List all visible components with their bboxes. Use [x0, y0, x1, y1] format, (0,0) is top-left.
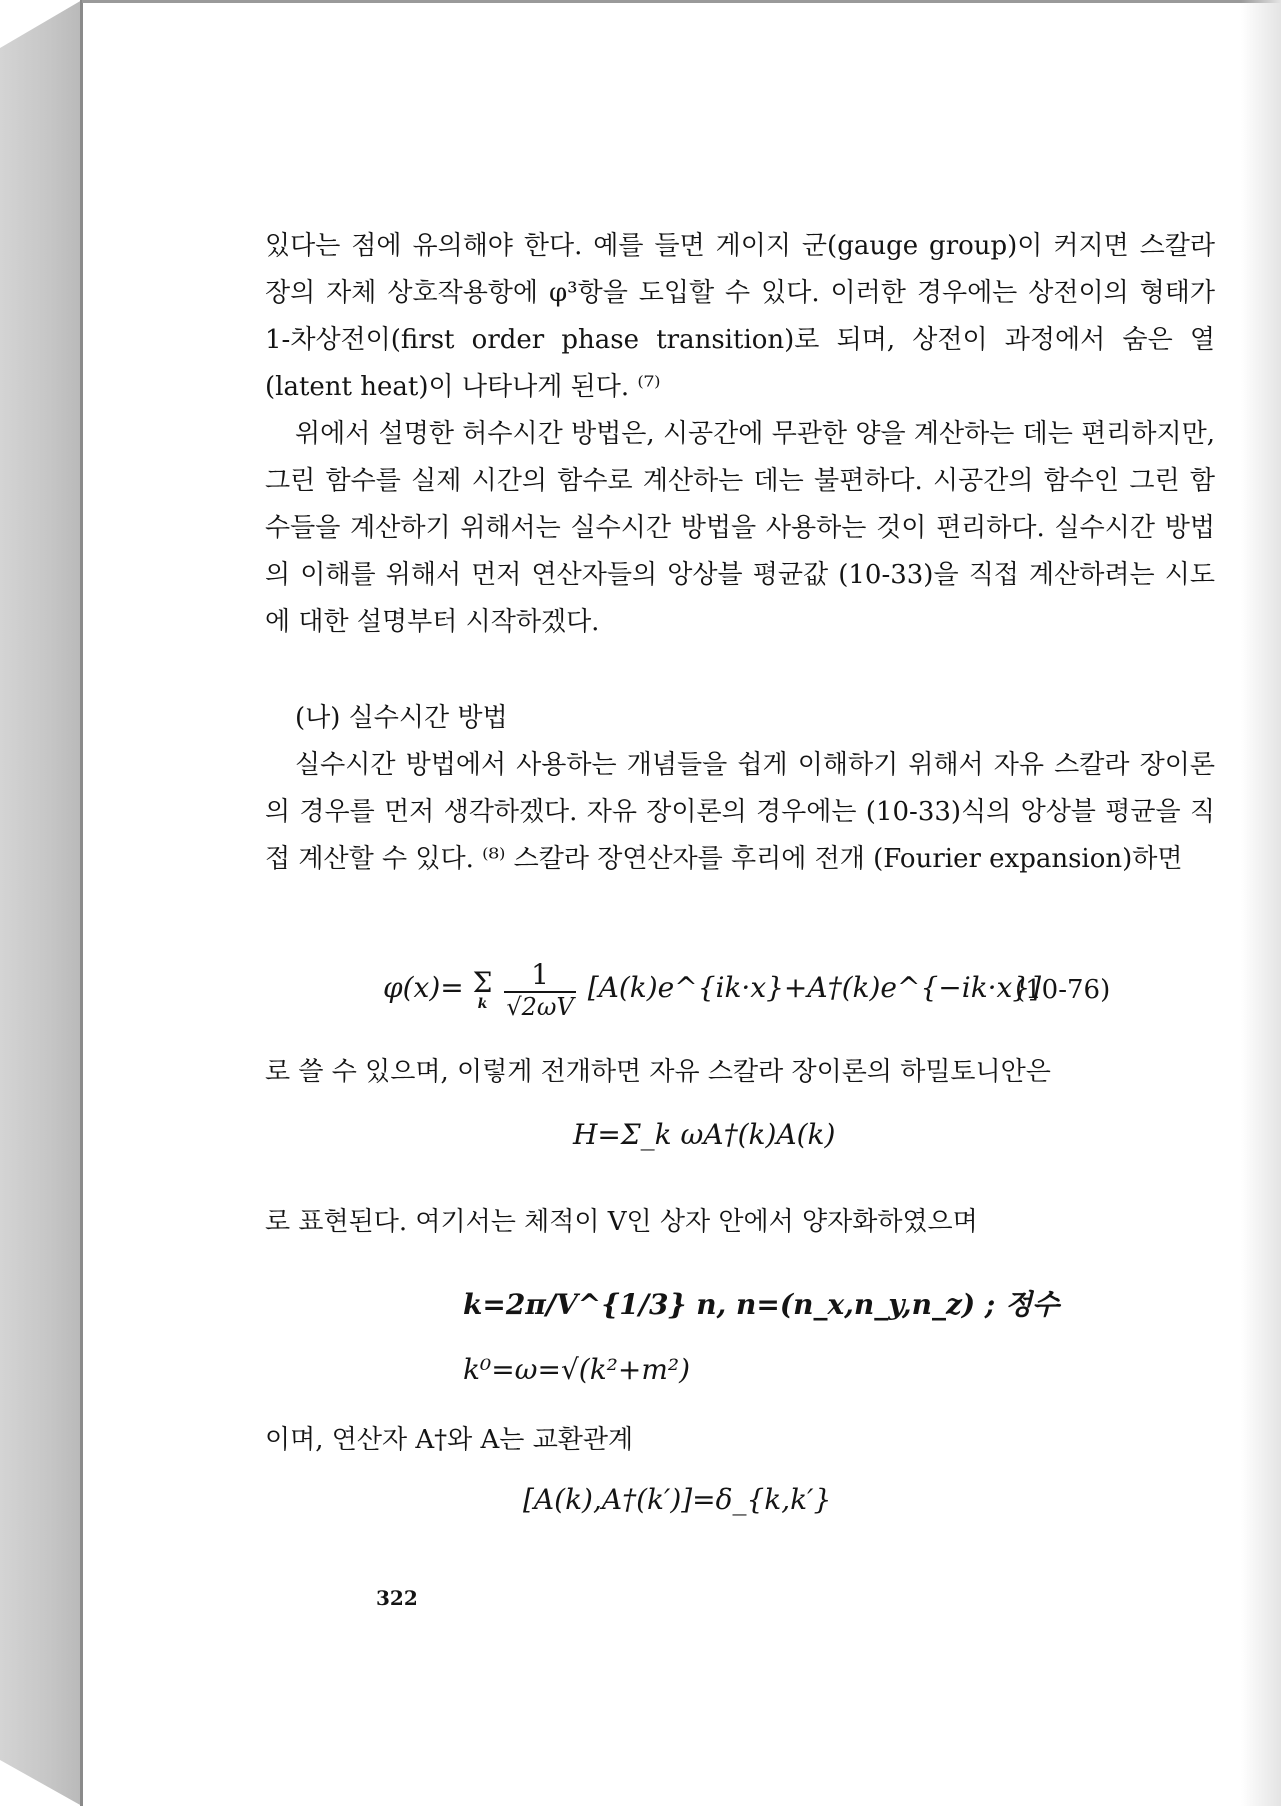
- equation-k0-definition: k⁰=ω=√(k²+m²): [463, 1353, 691, 1386]
- paragraph-3: 실수시간 방법에서 사용하는 개념들을 쉽게 이해하기 위해서 자유 스칼라 장이론의 경우를 먼저 생각하겠다. 자유 장이론의 경우에는 (10-33)식의 앙상블 평균을 직접 계산할 수 있다. ⁽⁸⁾ 스칼라 장연산자를 후리에 전개 (Fourier expansion)하면: [265, 750, 1215, 874]
- frac-denominator: √2ωV: [506, 993, 574, 1021]
- equation-commutator: [A(k),A†(k′)]=δ_{k,k′}: [523, 1483, 832, 1516]
- book-page: [83, 3, 1241, 1803]
- paragraph-2: 위에서 설명한 허수시간 방법은, 시공간에 무관한 양을 계산하는 데는 편리하지만, 그린 함수를 실제 시간의 함수로 계산하는 데는 불편하다. 시공간의 함수인 그린 함수들을 계산하기 위해서는 실수시간 방법을 사용하는 것이 편리하다. 실수시간 방법의 이해를 위해서 먼저 연산자들의 앙상블 평균값 (10-33)을 직접 계산하려는 시도에 대한 설명부터 시작하겠다.: [265, 419, 1215, 637]
- book-spine: [0, 0, 82, 1806]
- equation-k-definition: k=2π/V^{1/3} n, n=(n_x,n_y,n_z) ; 정수: [463, 1288, 1060, 1321]
- text-block-1: [265, 223, 1215, 646]
- sum-index: k: [477, 995, 488, 1012]
- equation-10-76: [383, 958, 1041, 1021]
- text-block-2: [265, 695, 1215, 883]
- paragraph-4: 로 쓸 수 있으며, 이렇게 전개하면 자유 스칼라 장이론의 하밀토니안은: [265, 1057, 1051, 1087]
- text-block-4: [265, 1199, 1215, 1246]
- paragraph-5: 로 표현된다. 여기서는 체적이 V인 상자 안에서 양자화하였으며: [265, 1207, 978, 1237]
- section-heading: (나) 실수시간 방법: [295, 703, 508, 733]
- frac-numerator: 1: [504, 958, 575, 993]
- fraction: [504, 958, 575, 1021]
- equation-hamiltonian: H=Σ_k ωA†(k)A(k): [573, 1118, 836, 1151]
- eq-lhs: φ(x)=: [383, 971, 464, 1004]
- paragraph-1: 있다는 점에 유의해야 한다. 예를 들면 게이지 군(gauge group)이 커지면 스칼라 장의 자체 상호작용항에 φ³항을 도입할 수 있다. 이러한 경우에는 상전이의 형태가 1-차상전이(first order phase transition)로 되며, 상전이 과정에서 숨은 열(latent heat)이 나타나게 된다. ⁽⁷⁾: [265, 231, 1215, 402]
- summation-sign: Σ k: [472, 965, 493, 1012]
- text-block-3: [265, 1049, 1215, 1096]
- text-block-5: [265, 1417, 1215, 1464]
- equation-number: (10-76): [1015, 975, 1111, 1005]
- eq-bracket: [A(k)e^{ik·x}+A†(k)e^{−ik·x}]: [587, 971, 1042, 1004]
- page-shadow: [1241, 0, 1281, 1806]
- page-number: 322: [376, 1586, 418, 1610]
- paragraph-6: 이며, 연산자 A†와 A는 교환관계: [265, 1425, 634, 1455]
